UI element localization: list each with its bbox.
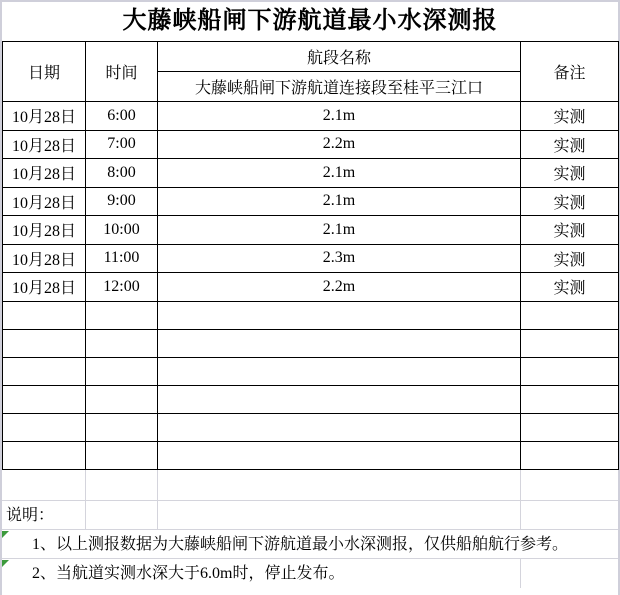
empty-cell[interactable] <box>521 385 619 413</box>
cell-time[interactable]: 7:00 <box>86 130 158 159</box>
cell-indicator-triangle-icon <box>2 560 9 567</box>
empty-cell[interactable] <box>86 441 158 469</box>
empty-table-row <box>3 301 619 329</box>
col-header-date[interactable]: 日期 <box>3 42 86 102</box>
cell-remark[interactable]: 实测 <box>521 159 619 188</box>
empty-cell[interactable] <box>86 301 158 329</box>
empty-cell[interactable] <box>3 301 86 329</box>
note-row-1[interactable] <box>2 530 618 559</box>
cell-remark[interactable]: 实测 <box>521 102 619 131</box>
cell-time[interactable]: 9:00 <box>86 187 158 216</box>
col-subheader-section[interactable]: 大藤峡船闸下游航道连接段至桂平三江口 <box>158 72 521 102</box>
cell-date[interactable]: 10月28日 <box>3 102 86 131</box>
empty-grid-row[interactable] <box>2 470 618 501</box>
notes-label-row[interactable] <box>2 501 618 530</box>
empty-cell[interactable] <box>86 385 158 413</box>
col-header-section[interactable]: 航段名称 <box>158 42 521 72</box>
cell-depth[interactable]: 2.2m <box>158 130 521 159</box>
cell-time[interactable]: 8:00 <box>86 159 158 188</box>
gridline <box>520 470 521 500</box>
empty-cell[interactable] <box>158 413 521 441</box>
table-row <box>3 102 619 131</box>
notes-label: 说明： <box>6 506 55 524</box>
cell-time[interactable]: 10:00 <box>86 216 158 245</box>
empty-cell[interactable] <box>158 385 521 413</box>
cell-date[interactable]: 10月28日 <box>3 273 86 302</box>
cell-date[interactable]: 10月28日 <box>3 244 86 273</box>
empty-cell[interactable] <box>3 329 86 357</box>
cell-date[interactable]: 10月28日 <box>3 130 86 159</box>
empty-cell[interactable] <box>3 413 86 441</box>
cell-time[interactable]: 12:00 <box>86 273 158 302</box>
cell-remark[interactable]: 实测 <box>521 130 619 159</box>
note-text-1: 1、以上测报数据为大藤峡船闸下游航道最小水深测报，仅供船舶航行参考。 <box>32 535 569 553</box>
gridline <box>520 501 521 529</box>
empty-cell[interactable] <box>86 329 158 357</box>
empty-cell[interactable] <box>521 329 619 357</box>
col-header-remark[interactable]: 备注 <box>521 42 619 102</box>
empty-cell[interactable] <box>158 357 521 385</box>
empty-cell[interactable] <box>3 441 86 469</box>
cell-remark[interactable]: 实测 <box>521 216 619 245</box>
table-row <box>3 273 619 302</box>
cell-remark[interactable]: 实测 <box>521 244 619 273</box>
gridline <box>85 501 86 529</box>
gridline <box>157 470 158 500</box>
empty-table-row <box>3 329 619 357</box>
cell-depth[interactable]: 2.1m <box>158 187 521 216</box>
depth-report-table <box>2 41 619 470</box>
table-row <box>3 159 619 188</box>
page-title: 大藤峡船闸下游航道最小水深测报 <box>122 8 498 34</box>
col-header-time[interactable]: 时间 <box>86 42 158 102</box>
empty-table-row <box>3 413 619 441</box>
cell-date[interactable]: 10月28日 <box>3 187 86 216</box>
empty-cell[interactable] <box>521 441 619 469</box>
empty-cell[interactable] <box>3 385 86 413</box>
header-row-1 <box>3 42 619 72</box>
cell-depth[interactable]: 2.3m <box>158 244 521 273</box>
cell-indicator-triangle-icon <box>2 531 9 538</box>
empty-cell[interactable] <box>3 357 86 385</box>
cell-time[interactable]: 11:00 <box>86 244 158 273</box>
cell-remark[interactable]: 实测 <box>521 273 619 302</box>
empty-cell[interactable] <box>86 413 158 441</box>
cell-depth[interactable]: 2.2m <box>158 273 521 302</box>
empty-table-row <box>3 385 619 413</box>
empty-cell[interactable] <box>521 413 619 441</box>
empty-cell[interactable] <box>158 329 521 357</box>
note-row-2[interactable] <box>2 559 618 588</box>
notes-area <box>2 470 618 588</box>
cell-depth[interactable]: 2.1m <box>158 102 521 131</box>
cell-depth[interactable]: 2.1m <box>158 216 521 245</box>
table-row <box>3 216 619 245</box>
table-row <box>3 244 619 273</box>
empty-cell[interactable] <box>86 357 158 385</box>
gridline <box>157 501 158 529</box>
empty-table-row <box>3 441 619 469</box>
cell-date[interactable]: 10月28日 <box>3 159 86 188</box>
cell-date[interactable]: 10月28日 <box>3 216 86 245</box>
empty-cell[interactable] <box>158 441 521 469</box>
table-row <box>3 187 619 216</box>
note-text-2: 2、当航道实测水深大于6.0m时，停止发布。 <box>32 564 345 582</box>
gridline <box>85 470 86 500</box>
table-row <box>3 130 619 159</box>
cell-remark[interactable]: 实测 <box>521 187 619 216</box>
cell-time[interactable]: 6:00 <box>86 102 158 131</box>
gridline <box>520 559 521 588</box>
empty-cell[interactable] <box>158 301 521 329</box>
empty-table-row <box>3 357 619 385</box>
empty-cell[interactable] <box>521 301 619 329</box>
empty-cell[interactable] <box>521 357 619 385</box>
cell-depth[interactable]: 2.1m <box>158 159 521 188</box>
